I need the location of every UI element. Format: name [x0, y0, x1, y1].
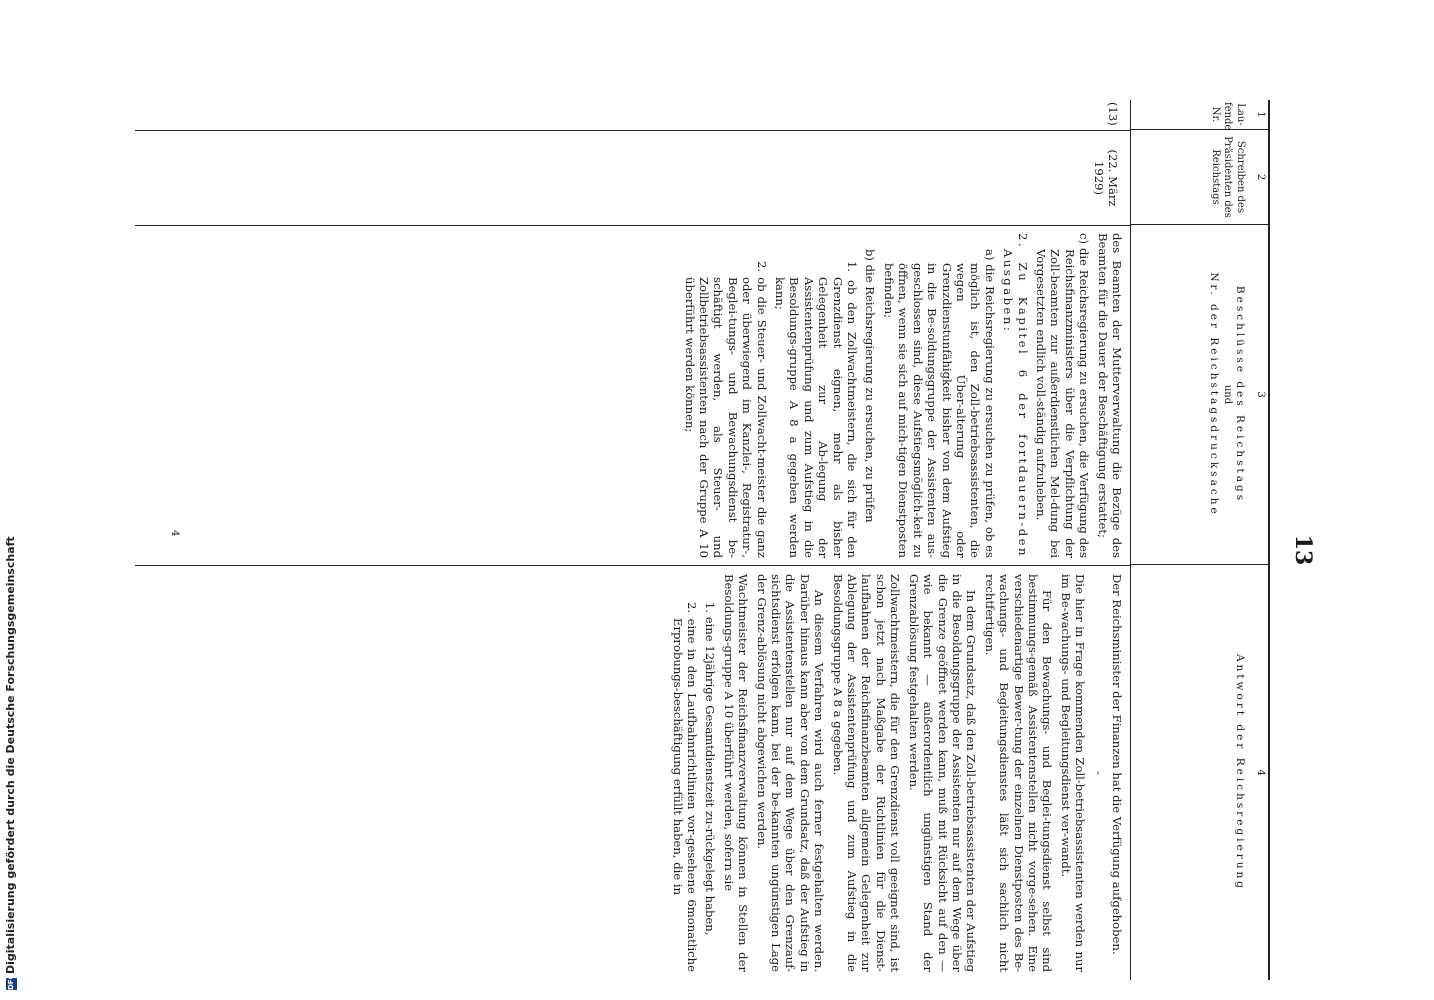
row-date: (22. März 1929): [1091, 149, 1120, 207]
government-answer-column: [666, 574, 1124, 972]
col1-label: Lau-fende Nr.: [1210, 102, 1246, 131]
resolution-item-b2: 2. ob die Steuer- und Zollwacht-meister die ganz oder überwiegend im Kanzlei-, Registratur-, Beglei-tungs- und Bewachungsdienst be-schäftigt werden, als Steuer- und Zollbetriebsassistenten nach der Gruppe A 10 überführt werden können;: [682, 261, 769, 558]
resolution-text: des Beamten der Mutterverwaltung die Bezüge des Beamten für die Dauer der Beschäftigung erstattet;: [1095, 233, 1124, 558]
col3-label-line1: Beschlüsse des Reichstags: [1234, 285, 1246, 504]
answer-paragraph: Für den Bewachungs- und Beglei-tungsdienst selbst sind bestimmungs-gemäß Assistentenstellen nicht vorge-sehen. Eine verschiedenartige Bewer-tung der einzelnen Dienstposten des Be-wachungs- und Begleitungsdienstes läßt sich sachlich nicht rechtfertigen.: [982, 574, 1055, 972]
resolutions-column: [678, 233, 1124, 558]
header-col-4: [1130, 565, 1270, 980]
col4-label: Antwort der Reichsregierung: [1234, 653, 1246, 892]
col3-label-line3: Nr. der Reichstagsdrucksache: [1208, 272, 1221, 517]
page-number: 13: [1290, 534, 1316, 566]
column-divider: [135, 225, 1130, 226]
col1-number: 1: [1255, 111, 1266, 118]
col4-number: 4: [1255, 769, 1266, 776]
resolution-item-b: b) die Reichsregierung zu ersuchen, zu prüfen: [863, 249, 878, 523]
answer-mark: -: [1091, 771, 1106, 775]
answer-list-item: 2. eine in den Laufbahnrichtlinien vor-gesehene 6monatliche Erprobungs-beschäftigung erfüllt haben, die in: [670, 602, 700, 972]
resolution-item-b1: 1. ob den Zollwachtmeistern, die sich für den Grenzdienst eignen, mehr als bisher Gelegenheit zur Ab-legung der Assistentenprüfung und zum Aufstieg in die Besoldungs-gruppe A 8 a gegeben werden kann;: [773, 261, 860, 558]
answer-paragraph: An diesem Verfahren wird auch ferner festgehalten werden. Darüber hinaus kann aber von dem Grundsatz, daß der Aufstieg in die Assistentenstellen nur auf dem Wege über den Grenzauf-sichtsdienst erfolgen kann, bei der be-kannten ungünstigen Lage der Grenz-ablösung nicht abgewichen werden.: [754, 574, 827, 972]
col2-label: Schreiben des Präsidenten des Reichstags: [1210, 136, 1246, 218]
answer-paragraph: Zollwachtmeistern, die für den Grenzdienst voll geeignet sind, ist schon jetzt nach Maßgabe der Richtlinien für die Dienst-laufbahnen der Reichsfinanzbeamten allgemein Gelegenheit zur Ablegung der Assistentenprüfung und zum Aufstieg in die Besoldungsgruppe A 8 a gegeben.: [830, 574, 903, 972]
column-divider: [135, 130, 1130, 131]
header-col-1: [1130, 100, 1270, 130]
credit-text: Digitalisierung gefördert durch die Deutsche Forschungsgemeinschaft: [4, 536, 17, 974]
col2-number: 2: [1255, 173, 1266, 181]
col3-label-line2: und: [1221, 384, 1233, 405]
col3-number: 3: [1255, 391, 1266, 398]
answer-list-item: 1. eine 12jährige Gesamtdienstzeit zu-rückgelegt haben,: [703, 602, 718, 936]
digitization-credit: [4, 10, 17, 990]
column-divider: [135, 565, 1130, 566]
resolution-item-a: a) die Reichsregierung zu ersuchen zu prüfen, ob es möglich ist, den Zoll-betriebsassistenten, die wegen Über-alterung oder Grenzdienstunfähigkeit bisher von dem Aufstieg in die Be-soldungsgruppe der Assistenten aus-geschlossen sind, diese Aufstiegsmöglich-keit zu öffnen, wenn sie sich auf mich-tigen Dienstposten befinden;: [881, 249, 997, 558]
col3-label: [1207, 227, 1246, 562]
resolution-item-c: c) die Reichsregierung zu ersuchen, die Verfügung des Reichsfinanzministers über die Verpflichtung der Zoll-beamten zur außerdienstlichen Mel-dung bei Vorgesetzten endlich voll-ständig aufzuheben.: [1033, 233, 1092, 558]
chapter-heading: 2. Zu Kapitel 6 der fortdauern-den Ausgaben:: [1001, 233, 1030, 558]
header-col-2: [1130, 130, 1270, 225]
answer-paragraph: Wachtmeister der Reichsfinanzverwaltung können in Stellen der Besoldungs-gruppe A 10 überführt werden, sofern sie: [721, 574, 751, 972]
rotated-sheet: [135, 100, 1316, 980]
footer-mark: 4: [169, 530, 180, 537]
header-col-3: [1130, 225, 1270, 565]
answer-paragraph: In dem Grundsatz, daß den Zoll-betriebsassistenten der Aufstieg in die Besoldungsgruppe der Assistenten nur auf dem Wege über die Grenze geöffnet werden kann, muß mit Rücksicht auf den — wie bekannt — außerordentlich ungünstigen Stand der Grenzablösung festgehalten werden.: [906, 574, 979, 972]
row-number: (13): [1106, 102, 1120, 126]
dfg-logo-icon: DFG: [6, 973, 15, 990]
answer-paragraph: Die hier in Frage kommenden Zoll-betriebsassistenten werden nur im Be-wachungs- und Begleitungsdienst ver-wandt.: [1058, 574, 1088, 972]
answer-paragraph: Der Reichsminister der Finanzen hat die Verfügung aufgehoben.: [1110, 574, 1124, 955]
